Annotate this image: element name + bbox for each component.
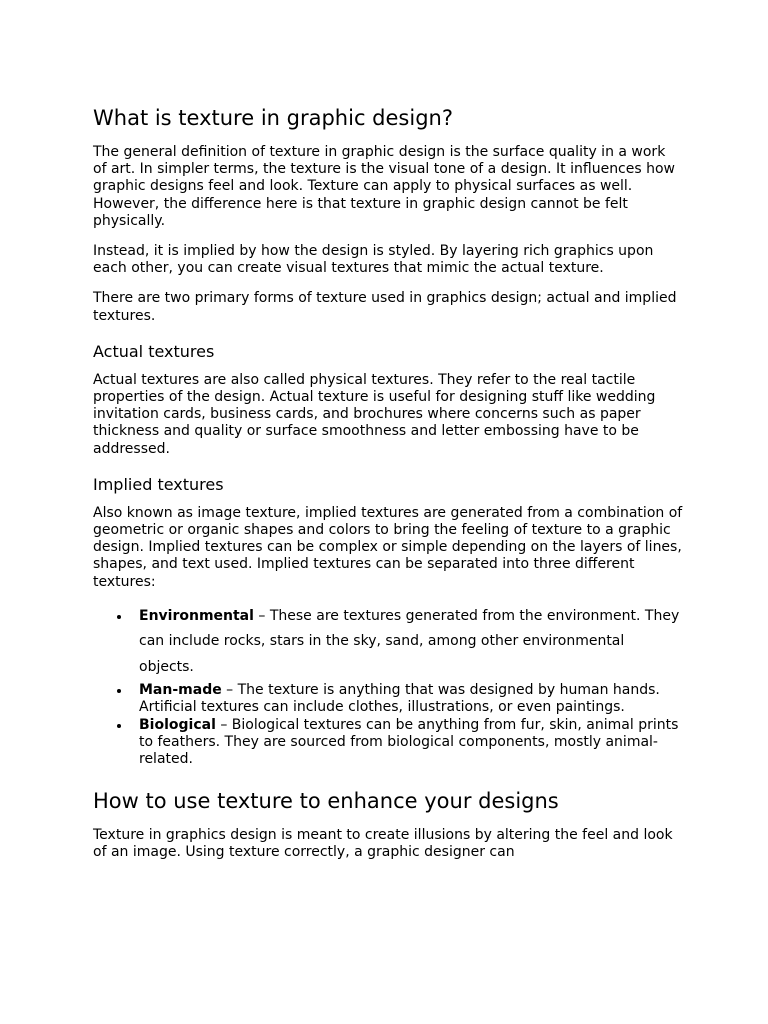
subsection-heading-actual: Actual textures (93, 341, 215, 361)
list-item (139, 604, 683, 681)
texture-list (93, 604, 683, 769)
list-item-term: Environmental (139, 607, 254, 624)
section-title: How to use texture to enhance your designs (93, 788, 559, 813)
subsection-heading-implied: Implied textures (93, 474, 224, 494)
list-item-text: – These are textures generated from the environment. They can include rocks, stars in the sky, sand, among other environmental objects. (139, 607, 680, 676)
paragraph: Texture in graphics design is meant to create illusions by altering the feel and look of an image. Using texture correctly, a graphic designer can (93, 826, 673, 860)
paragraph: Also known as image texture, implied textures are generated from a combination of geometric or organic shapes and colors to bring the feeling of texture to a graphic design. Implied textures can be complex or simple depending on the layers of lines, shapes, and text used. Implied textures can be separated into three different textures: (93, 504, 683, 590)
list-item-text: – The texture is anything that was designed by human hands. Artificial textures can include clothes, illustrations, or even paintings. (139, 681, 660, 715)
section-title: What is texture in graphic design? (93, 106, 453, 130)
paragraph: The general definition of texture in graphic design is the surface quality in a work of art. In simpler terms, the texture is the visual tone of a design. It influences how graphic designs feel and look. Texture can apply to physical surfaces as well. However, the difference here is that texture in graphic design cannot be felt physically. (93, 144, 676, 229)
document-page (93, 104, 683, 874)
list-item-term: Man-made (139, 681, 222, 698)
paragraph: Actual textures are also called physical textures. They refer to the real tactile properties of the design. Actual texture is useful for designing stuff like wedding invitation cards, business cards, and brochures where concerns such as paper thickness and quality or surface smoothness and letter embossing have to be addressed. (93, 371, 656, 457)
list-item (139, 717, 683, 769)
paragraph: There are two primary forms of texture used in graphics design; actual and implied textures. (93, 290, 677, 324)
paragraph: Instead, it is implied by how the design is styled. By layering rich graphics upon each other, you can create visual textures that mimic the actual texture. (93, 243, 654, 277)
list-item-term: Biological (139, 717, 216, 734)
list-item (139, 682, 683, 716)
list-item-text: – Biological textures can be anything from fur, skin, animal prints to feathers. They are sourced from biological components, mostly animal-related. (139, 717, 679, 768)
